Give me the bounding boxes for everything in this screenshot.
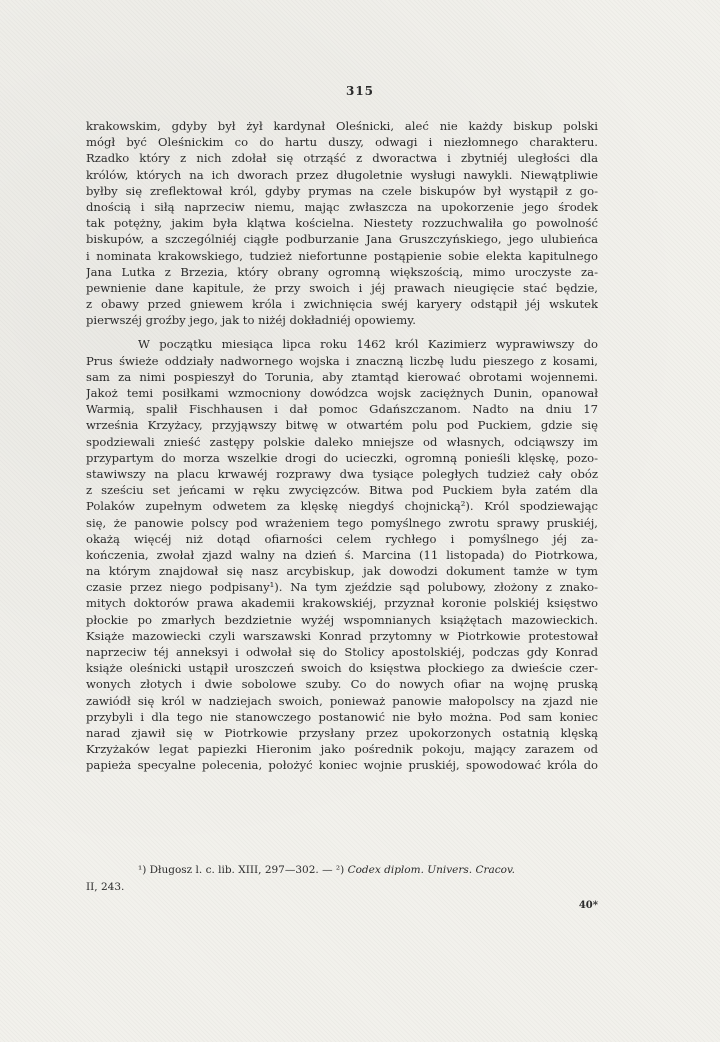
text-line: Jana Lutka z Brzezia, który obrany ogromną większością, mimo uroczyste za- xyxy=(86,264,598,279)
text-line: stawiwszy na placu krwawéj rozprawy dwa tysiące poległych tudzież cały obóz xyxy=(86,466,598,481)
text-line: płockie po zmarłych bezdzietnie wyżéj wspomnianych książętach mazowieckich. xyxy=(86,612,598,627)
text-line: papieża specyalne polecenia, położyć koniec wojnie pruskiéj, spowodować króla do xyxy=(86,758,598,773)
text-line: Polaków zupełnym odwetem za klęskę niegdyś chojnicką²). Król spodziewając xyxy=(86,499,598,514)
text-line: Prus świeże oddziały nadwornego wojska i znaczną liczbę ludu pieszego z kosami, xyxy=(86,353,598,368)
paragraph-2 xyxy=(86,336,598,773)
text-line: mógł być Oleśnickim co do hartu duszy, odwagi i niezłomnego charakteru. xyxy=(86,135,598,150)
text-line: tak potężny, jakim była klątwa kościelna. Niestety rozzuchwaliła go powolność xyxy=(86,216,598,231)
text-line: Jakoż temi posiłkami wzmocniony dowódzca wojsk zaciężnych Dunin, opanował xyxy=(86,386,598,400)
text-line: W początku miesiąca lipca roku 1462 król Kazimierz wyprawiwszy do xyxy=(138,337,598,352)
text-line: zawiódł się król w nadziejach swoich, ponieważ panowie małopolscy na zjazd nie xyxy=(86,693,598,708)
text-line: przypartym do morza wszelkie drogi do ucieczki, ogromną ponieśli klęskę, pozo- xyxy=(86,450,598,465)
text-line: sam za nimi pospieszył do Torunia, aby ztamtąd kierować obrotami wojennemi. xyxy=(86,369,598,384)
text-line: krakowskim, gdyby był żył kardynał Oleśnicki, aleć nie każdy biskup polski xyxy=(86,119,598,133)
text-line: dnością i siłą naprzeciw niemu, mając zwłaszcza na upokorzenie jego środek xyxy=(86,199,598,214)
text-line: Warmią, spalił Fischhausen i dał pomoc Gdańszczanom. Nadto na dniu 17 xyxy=(86,402,598,417)
text-line: pierwszéj groźby jego, jak to niżéj dokładniéj opowiemy. xyxy=(86,313,416,328)
footnote-separator xyxy=(86,845,598,846)
footnote-line xyxy=(86,862,598,879)
text-line: Krzyżaków legat papiezki Hieronim jako pośrednik pokoju, mający zarazem od xyxy=(86,742,598,757)
text-line: okażą więcéj niż dotąd ofiarności celem rychłego i pomyślnego jéj za- xyxy=(86,531,598,546)
printer-signature: 40* xyxy=(578,900,598,911)
text-line: Rzadko który z nich zdołał się otrząść z dworactwa i zbytniéj uległości dla xyxy=(86,151,598,166)
text-line: biskupów, a szczególniéj ciągłe podburzanie Jana Gruszczyńskiego, jego ulubieńca xyxy=(86,232,598,247)
text-line: Książe mazowiecki czyli warszawski Konrad przytomny w Piotrkowie protestował xyxy=(86,628,598,643)
paragraph-1 xyxy=(86,118,598,328)
text-line: książe oleśnicki ustąpił uroszczeń swoich do księstwa płockiego za dwieście czer- xyxy=(86,661,598,676)
text-line: przybyli i dla tego nie stanowczego postanowić nie było można. Pod sam koniec xyxy=(86,709,598,724)
text-line: i nominata krakowskiego, tudzież niefortunne postąpienie sobie elekta kapitulnego xyxy=(86,248,598,263)
page-number: 315 xyxy=(345,84,375,98)
footnotes xyxy=(86,862,598,896)
text-line: naprzeciw téj anneksyi i odwołał się do Stolicy apostolskiéj, podczas gdy Konrad xyxy=(86,645,598,659)
text-line: narad zjawił się w Piotrkowie przysłany przez upokorzonych ostatnią klęską xyxy=(86,725,598,740)
body-text xyxy=(86,118,598,774)
text-line: wonych złotych i dwie sobolowe szuby. Co do nowych ofiar na wojnę pruską xyxy=(86,677,598,692)
text-line: czasie przez niego podpisany¹). Na tym zjeździe sąd polubowy, złożony z znako- xyxy=(86,580,598,595)
text-line: spodziewali znieść zastępy polskie daleko mniejsze od własnych, odciąwszy im xyxy=(86,434,598,449)
text-line: kończenia, zwołał zjazd walny na dzień ś. Marcina (11 listopada) do Piotrkowa, xyxy=(86,547,598,562)
footnote-line: II, 243. xyxy=(86,881,125,893)
text-line: na którym znajdował się nasz arcybiskup, jak dowodzi dokument tamże w tym xyxy=(86,564,598,579)
text-line: z obawy przed gniewem króla i zwichnięcia swéj karyery odstąpił jéj wskutek xyxy=(86,297,598,312)
text-line: z sześciu set jeńcami w ręku zwycięzców. Bitwa pod Puckiem była zatém dla xyxy=(86,483,598,498)
text-line: królów, których na ich dworach przez długoletnie wysługi nawykli. Niewątpliwie xyxy=(86,167,598,182)
footnote-text: ¹) Długosz l. c. lib. XIII, 297—302. — ²) xyxy=(138,864,348,876)
text-line: pewnienie dane kapitule, że przy swoich i jéj prawach nieugięcie stać będzie, xyxy=(86,280,598,295)
text-line: września Krzyżacy, przyjąwszy bitwę w otwartém polu pod Puckiem, gdzie się xyxy=(86,418,598,433)
text-line: byłby się zreflektował król, gdyby prymas na czele biskupów był wystąpił z go- xyxy=(86,183,598,198)
footnote-citation: Codex diplom. Univers. Cracov. xyxy=(347,864,515,876)
paragraph-gap xyxy=(86,328,598,336)
text-line: się, że panowie polscy pod wrażeniem tego pomyślnego zwrotu sprawy pruskiéj, xyxy=(86,515,598,530)
text-line: mitych doktorów prawa akademii krakowskiéj, przyznał koronie polskiéj księstwo xyxy=(86,596,598,611)
